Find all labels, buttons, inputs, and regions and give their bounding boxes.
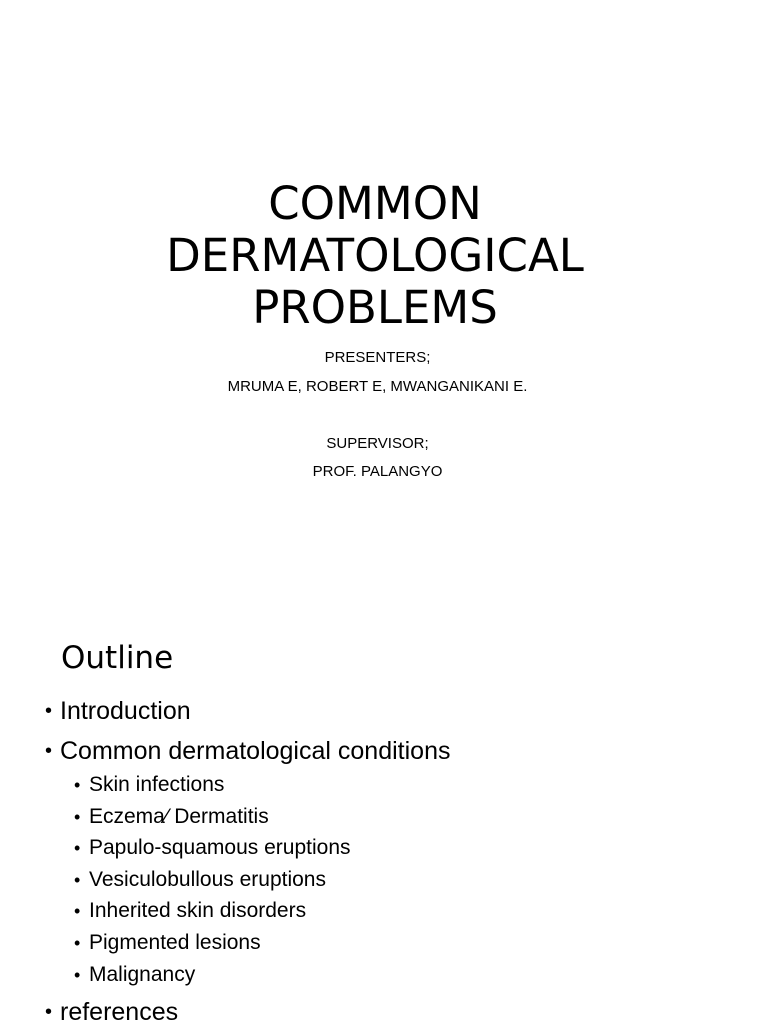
bullet-icon: •	[74, 807, 81, 827]
subtitle-spacer	[0, 401, 755, 430]
list-item-text: references	[60, 998, 179, 1026]
outline-title: Outline	[61, 640, 174, 676]
presentation-title	[0, 178, 750, 334]
list-item-text: Skin infections	[89, 773, 225, 796]
presenters-names: MRUMA E, ROBERT E, MWANGANIKANI E.	[227, 377, 528, 395]
list-item-text: Papulo-squamous eruptions	[89, 836, 351, 859]
list-item-text: Vesiculobullous eruptions	[89, 868, 326, 891]
list-item-text: Malignancy	[89, 963, 196, 986]
list-item	[74, 962, 196, 988]
title-line: DERMATOLOGICAL	[166, 229, 584, 282]
bullet-icon: •	[74, 775, 81, 795]
list-item-text: Pigmented lesions	[89, 931, 261, 954]
list-item	[74, 804, 269, 830]
list-item	[74, 835, 351, 861]
list-item-text: Eczema⁄ Dermatitis	[89, 805, 269, 828]
title-line: PROBLEMS	[252, 281, 498, 334]
supervisor-label: SUPERVISOR;	[326, 434, 429, 452]
list-item	[45, 736, 451, 766]
bullet-icon: •	[74, 965, 81, 985]
list-item-text: Inherited skin disorders	[89, 899, 307, 922]
bullet-icon: •	[74, 901, 81, 921]
list-item	[45, 696, 191, 726]
supervisor-name: PROF. PALANGYO	[312, 463, 443, 480]
title-line: COMMON	[268, 177, 482, 230]
list-item	[74, 772, 225, 798]
outline-slide	[0, 576, 768, 1024]
list-item	[74, 930, 261, 956]
bullet-icon: •	[74, 838, 81, 858]
bullet-icon: •	[45, 740, 53, 762]
presenters-block	[0, 344, 755, 487]
bullet-icon: •	[45, 1001, 53, 1023]
list-item	[74, 867, 326, 893]
list-item-text: Common dermatological conditions	[60, 737, 451, 765]
list-item	[74, 898, 307, 924]
bullet-icon: •	[74, 870, 81, 890]
bullet-icon: •	[74, 933, 81, 953]
presenters-label: PRESENTERS;	[324, 349, 431, 366]
list-item-text: Introduction	[60, 697, 191, 725]
list-item	[45, 997, 179, 1027]
bullet-icon: •	[45, 700, 53, 722]
